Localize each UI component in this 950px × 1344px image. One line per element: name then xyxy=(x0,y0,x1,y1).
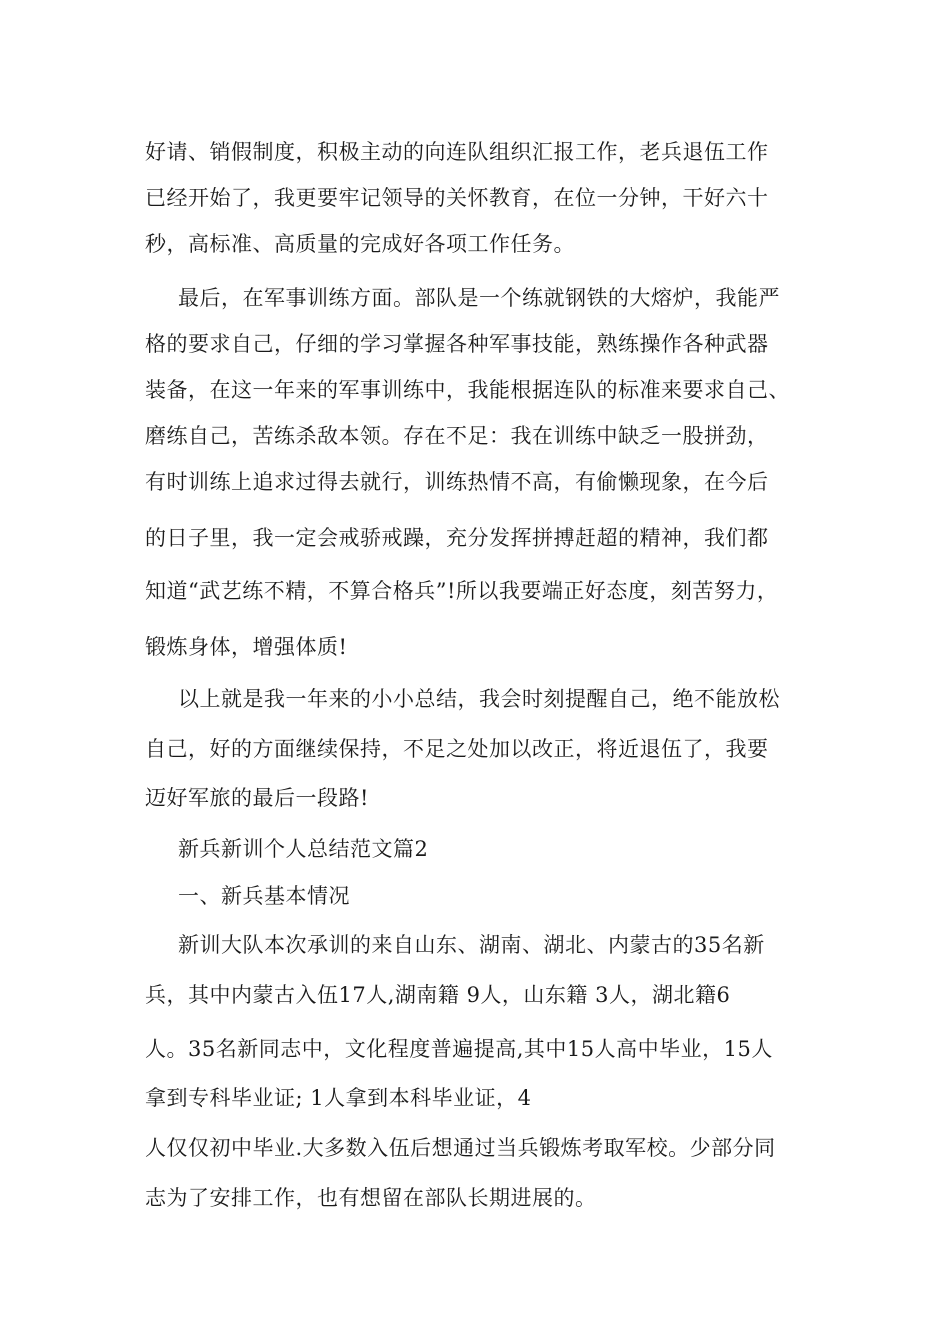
text-line: 秒，高标准、高质量的完成好各项工作任务。 xyxy=(145,232,575,256)
text-line: 志为了安排工作，也有想留在部队长期进展的。 xyxy=(145,1186,597,1210)
text-line: 知道“武艺练不精，不算合格兵”!所以我要端正好态度，刻苦努力， xyxy=(145,579,779,603)
text-line: 格的要求自己，仔细的学习掌握各种军事技能，熟练操作各种武器 xyxy=(145,332,769,356)
text-line: 最后，在军事训练方面。部队是一个练就钢铁的大熔炉，我能严 xyxy=(178,286,780,310)
text-line: 拿到专科毕业证; 1人拿到本科毕业证，4 xyxy=(145,1086,532,1110)
text-line: 迈好军旅的最后一段路! xyxy=(145,786,369,810)
text-line: 自己，好的方面继续保持，不足之处加以改正，将近退伍了，我要 xyxy=(145,737,769,761)
text-line: 以上就是我一年来的小小总结，我会时刻提醒自己，绝不能放松 xyxy=(178,687,780,711)
section-heading: 一、新兵基本情况 xyxy=(178,884,350,908)
text-line: 锻炼身体，增强体质! xyxy=(145,635,348,659)
text-line: 人。35名新同志中，文化程度普遍提高,其中15人高中毕业，15人 xyxy=(145,1037,773,1061)
text-line: 的日子里，我一定会戒骄戒躁，充分发挥拼搏赶超的精神，我们都 xyxy=(145,526,769,550)
text-line: 已经开始了，我更要牢记领导的关怀教育，在位一分钟，干好六十 xyxy=(145,186,769,210)
text-line: 好请、销假制度，积极主动的向连队组织汇报工作，老兵退伍工作 xyxy=(145,140,769,164)
text-line: 兵，其中内蒙古入伍17人,湖南籍 9人，山东籍 3人，湖北籍6 xyxy=(145,983,731,1007)
text-line: 装备，在这一年来的军事训练中，我能根据连队的标准来要求自己、 xyxy=(145,378,790,402)
text-line: 人仅仅初中毕业.大多数入伍后想通过当兵锻炼考取军校。少部分同 xyxy=(145,1136,776,1160)
section-title: 新兵新训个人总结范文篇2 xyxy=(178,837,429,861)
text-line: 磨练自己，苦练杀敌本领。存在不足：我在训练中缺乏一股拼劲， xyxy=(145,424,769,448)
text-line: 有时训练上追求过得去就行，训练热情不高，有偷懒现象，在今后 xyxy=(145,470,769,494)
text-line: 新训大队本次承训的来自山东、湖南、湖北、内蒙古的35名新 xyxy=(178,933,765,957)
